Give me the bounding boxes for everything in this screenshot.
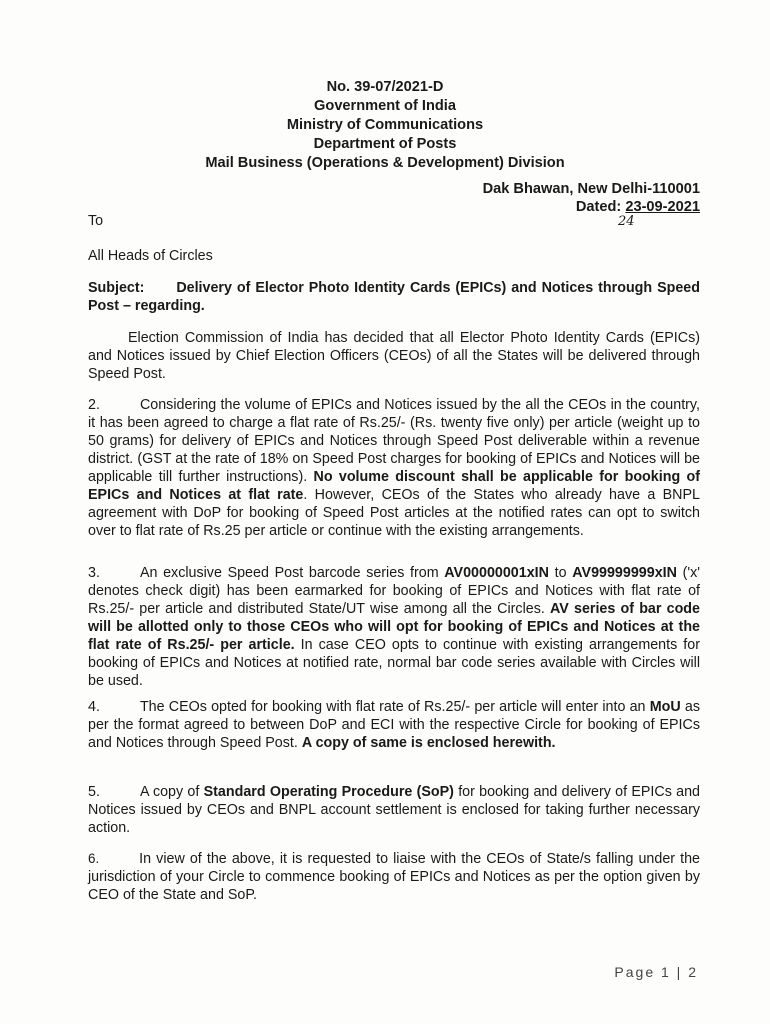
subject (88, 279, 700, 315)
paragraph-4 (88, 698, 700, 752)
paragraph-6-text: In view of the above, it is requested to liaise with the CEOs of State/s falling under the jurisdiction of your Circle to commence booking of EPICs and Notices as per the option given by CEO of the State and SoP. (88, 851, 700, 903)
department-line: Department of Posts (313, 136, 457, 152)
paragraph-4-text-c: as per the format agreed to between DoP and ECI with the respective Circle for booking of EPICs and Notices through Speed Post. (88, 699, 700, 751)
paragraph-3-text-g: In case CEO opts to continue with existing arrangements for booking of EPICs and Notices at notified rate, normal bar code series available with Circles will be used. (88, 637, 700, 689)
file-number: No. 39-07/2021-D (326, 79, 444, 95)
paragraph-6 (88, 850, 700, 904)
govt-line: Government of India (314, 98, 456, 114)
paragraph-3-to: to (554, 565, 567, 581)
paragraph-2-number: 2. (88, 397, 100, 413)
paragraph-5-text-a: A copy of (139, 784, 200, 800)
subject-label: Subject: (88, 280, 145, 296)
date-value: 23-09-2021 (625, 199, 700, 215)
paragraph-2 (88, 396, 700, 540)
paragraph-5-number: 5. (88, 784, 100, 800)
dated-label: Dated: (575, 199, 622, 215)
recipient: All Heads of Circles (88, 248, 213, 264)
paragraph-4-text-a: The CEOs opted for booking with flat rate of Rs.25/- per article will enter into an (139, 699, 646, 715)
mou-term: MoU (649, 699, 681, 715)
barcode-start: AV00000001xIN (444, 565, 549, 581)
paragraph-3-text-e: ('x' denotes check digit) has been earmarked for booking of EPICs and Notices with flat rate of Rs.25/- per article and distributed State/UT wise among all the Circles. (88, 565, 701, 617)
to-label: To (88, 213, 104, 229)
division-line: Mail Business (Operations & Development) Division (205, 155, 565, 171)
paragraph-3-number: 3. (88, 565, 100, 581)
paragraph-1-text: Election Commission of India has decided that all Elector Photo Identity Cards (EPICs) and Notices issued by Chief Election Officers (CEOs) of all the States will be delivered through Speed Post. (88, 330, 700, 382)
paragraph-4-number: 4. (88, 699, 100, 715)
paragraph-3 (88, 564, 700, 690)
sop-term: Standard Operating Procedure (SoP) (203, 784, 454, 800)
paragraph-2-text-c: . However, CEOs of the States who already have a BNPL agreement with DoP for booking of Speed Post articles at the notified rates can opt to switch over to flat rate of Rs.25 per article or continue with the existing arrangements. (88, 487, 700, 539)
paragraph-3-bold: AV series of bar code will be allotted only to those CEOs who will opt for booking of EPICs and Notices at the flat rate of Rs.25/- per article. (88, 601, 700, 653)
paragraph-2-text-a: Considering the volume of EPICs and Notices issued by the all the CEOs in the country, it has been agreed to charge a flat rate of Rs.25/- (Rs. twenty five only) per article (weight up to 50 grams) for delivery of EPICs and Notices through Speed Post deliverable within a revenue district. (GST at the rate of 18% on Speed Post charges for booking of EPICs and Notices will be applicable till further instructions). (88, 397, 700, 485)
barcode-end: AV99999999xIN (572, 565, 677, 581)
paragraph-5-text-c: for booking and delivery of EPICs and Notices issued by CEOs and BNPL account settlement is enclosed for taking further necessary action. (88, 784, 700, 836)
paragraph-1 (88, 329, 700, 383)
page-number: Page 1 | 2 (614, 964, 698, 980)
paragraph-4-bold: A copy of same is enclosed herewith. (301, 735, 556, 751)
paragraph-3-text-a: An exclusive Speed Post barcode series from (139, 565, 439, 581)
paragraph-6-number: 6. (88, 851, 100, 866)
ministry-line: Ministry of Communications (286, 117, 484, 133)
handwritten-day: 24 (618, 214, 635, 229)
subject-text: Delivery of Elector Photo Identity Cards (EPICs) and Notices through Speed Post – regarding. (88, 280, 700, 314)
paragraph-2-bold: No volume discount shall be applicable for booking of EPICs and Notices at flat rate (88, 469, 700, 503)
paragraph-5 (88, 783, 700, 837)
place-line: Dak Bhawan, New Delhi-110001 (482, 181, 700, 197)
